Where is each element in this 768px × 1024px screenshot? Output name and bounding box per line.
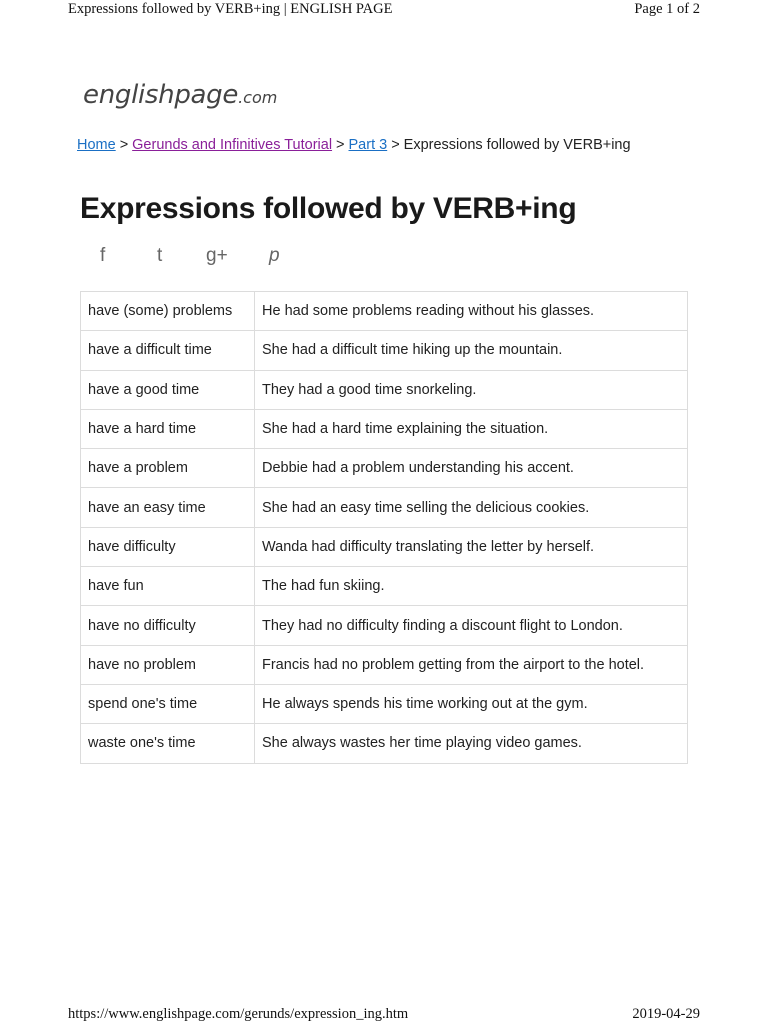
pinterest-icon[interactable]: p <box>269 245 280 266</box>
example-cell: Francis had no problem getting from the airport to the hotel. <box>255 645 688 684</box>
share-buttons <box>90 245 310 271</box>
print-footer <box>68 1006 700 1024</box>
table-row <box>81 292 688 331</box>
example-cell: They had no difficulty finding a discount flight to London. <box>255 606 688 645</box>
expression-cell: have difficulty <box>81 527 255 566</box>
example-cell: Wanda had difficulty translating the letter by herself. <box>255 527 688 566</box>
logo-main-text: englishpage <box>83 80 239 110</box>
table-row <box>81 331 688 370</box>
expression-cell: have no difficulty <box>81 606 255 645</box>
example-cell: He had some problems reading without his glasses. <box>255 292 688 331</box>
breadcrumb-home-link[interactable]: Home <box>77 137 116 153</box>
expression-cell: have a problem <box>81 449 255 488</box>
print-footer-date: 2019-04-29 <box>632 1006 700 1022</box>
twitter-icon[interactable]: t <box>157 245 163 266</box>
example-cell: The had fun skiing. <box>255 567 688 606</box>
example-cell: Debbie had a problem understanding his accent. <box>255 449 688 488</box>
example-cell: They had a good time snorkeling. <box>255 370 688 409</box>
example-cell: She had an easy time selling the delicious cookies. <box>255 488 688 527</box>
expression-cell: have an easy time <box>81 488 255 527</box>
print-header <box>68 0 700 20</box>
breadcrumb-separator: > <box>119 137 129 153</box>
example-cell: She always wastes her time playing video games. <box>255 724 688 763</box>
expression-cell: have a good time <box>81 370 255 409</box>
page-title: Expressions followed by VERB+ing <box>80 192 577 225</box>
table-row <box>81 606 688 645</box>
expression-cell: have fun <box>81 567 255 606</box>
site-logo[interactable] <box>83 80 277 110</box>
expression-cell: have a difficult time <box>81 331 255 370</box>
table-row <box>81 527 688 566</box>
googleplus-icon[interactable]: g+ <box>206 245 228 266</box>
breadcrumb <box>77 137 631 153</box>
table-row <box>81 567 688 606</box>
breadcrumb-part-link[interactable]: Part 3 <box>348 137 388 153</box>
print-header-page-number: Page 1 of 2 <box>634 1 700 17</box>
expression-cell: have a hard time <box>81 409 255 448</box>
breadcrumb-separator: > <box>391 137 400 153</box>
example-cell: She had a hard time explaining the situation. <box>255 409 688 448</box>
expressions-table <box>80 291 688 764</box>
breadcrumb-current: Expressions followed by VERB+ing <box>403 137 631 153</box>
breadcrumb-tutorial-link[interactable]: Gerunds and Infinitives Tutorial <box>132 137 333 153</box>
expression-cell: have (some) problems <box>81 292 255 331</box>
print-footer-url: https://www.englishpage.com/gerunds/expression_ing.htm <box>68 1006 409 1022</box>
table-row <box>81 488 688 527</box>
expression-cell: have no problem <box>81 645 255 684</box>
table-row <box>81 724 688 763</box>
expression-cell: spend one's time <box>81 684 255 723</box>
example-cell: She had a difficult time hiking up the mountain. <box>255 331 688 370</box>
breadcrumb-separator: > <box>336 137 345 153</box>
table-row <box>81 645 688 684</box>
facebook-icon[interactable]: f <box>100 245 106 266</box>
logo-tld-text: .com <box>238 88 278 107</box>
table-row <box>81 449 688 488</box>
table-row <box>81 684 688 723</box>
example-cell: He always spends his time working out at the gym. <box>255 684 688 723</box>
expression-cell: waste one's time <box>81 724 255 763</box>
table-row <box>81 370 688 409</box>
print-header-title: Expressions followed by VERB+ing | ENGLISH PAGE <box>68 1 393 17</box>
table-row <box>81 409 688 448</box>
